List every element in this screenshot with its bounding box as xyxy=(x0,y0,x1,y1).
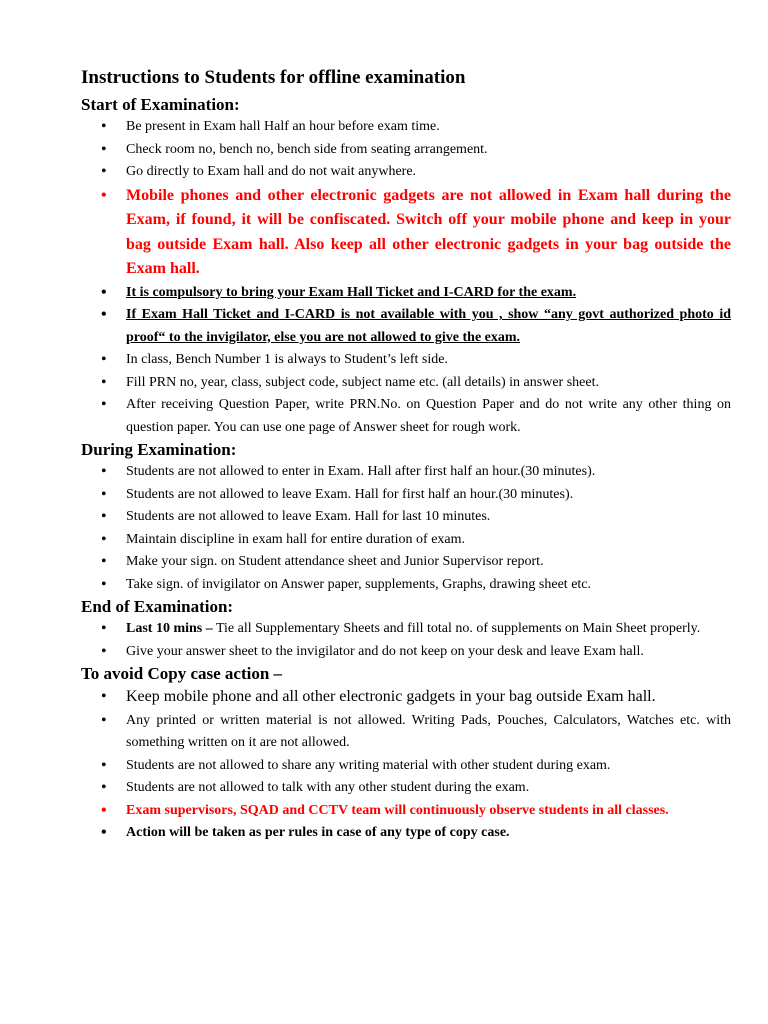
hall-ticket-item: • It is compulsory to bring your Exam Hall Ticket and I-CARD for the exam. xyxy=(81,282,731,305)
document-title: Instructions to Students for offline examination xyxy=(81,67,466,88)
list-item: • Go directly to Exam hall and do not wait anywhere. xyxy=(81,161,731,184)
end-instructions-list xyxy=(81,618,731,663)
list-item: • Students are not allowed to share any writing material with other student during exam. xyxy=(81,755,731,778)
mobile-warning-item: • Mobile phones and other electronic gadgets are not allowed in Exam hall during the Exam, if found, it will be confiscated. Switch off your mobile phone and keep in your bag outside Exam hall. Also keep all other electronic gadgets in your bag outside the Exam hall. xyxy=(81,184,731,282)
section-heading-end: End of Examination: xyxy=(81,597,234,616)
last-10-mins-lead: Last 10 mins – xyxy=(126,621,213,636)
id-proof-item: • If Exam Hall Ticket and I-CARD is not available with you , show “any govt authorized photo id proof“ to the invigilator, else you are not allowed to give the exam. xyxy=(81,304,731,349)
list-item: • Students are not allowed to enter in Exam. Hall after first half an hour.(30 minutes). xyxy=(81,461,731,484)
list-item: • After receiving Question Paper, write PRN.No. on Question Paper and do not write any other thing on question paper. You can use one page of Answer sheet for rough work. xyxy=(81,394,731,439)
list-item: • Last 10 mins – Tie all Supplementary Sheets and fill total no. of supplements on Main Sheet properly. xyxy=(81,618,731,641)
list-item: • Students are not allowed to leave Exam. Hall for first half an hour.(30 minutes). xyxy=(81,484,731,507)
copy-case-list xyxy=(81,685,731,845)
list-item: • Give your answer sheet to the invigilator and do not keep on your desk and leave Exam hall. xyxy=(81,641,731,664)
list-item: • Make your sign. on Student attendance sheet and Junior Supervisor report. xyxy=(81,551,731,574)
supervision-warning-item: • Exam supervisors, SQAD and CCTV team will continuously observe students in all classes. xyxy=(81,800,731,823)
list-item: • Check room no, bench no, bench side from seating arrangement. xyxy=(81,139,731,162)
document-page xyxy=(81,66,731,845)
list-item: • Fill PRN no, year, class, subject code, subject name etc. (all details) in answer sheet. xyxy=(81,372,731,395)
section-heading-copy-case: To avoid Copy case action – xyxy=(81,664,283,683)
list-item: • Students are not allowed to talk with any other student during the exam. xyxy=(81,777,731,800)
section-heading-during: During Examination: xyxy=(81,440,237,459)
start-instructions-list xyxy=(81,116,731,439)
list-item: • Students are not allowed to leave Exam. Hall for last 10 minutes. xyxy=(81,506,731,529)
action-warning-item: • Action will be taken as per rules in case of any type of copy case. xyxy=(81,822,731,845)
list-item: • Maintain discipline in exam hall for entire duration of exam. xyxy=(81,529,731,552)
section-heading-start: Start of Examination: xyxy=(81,95,240,114)
list-item: • In class, Bench Number 1 is always to Student’s left side. xyxy=(81,349,731,372)
list-item: • Keep mobile phone and all other electronic gadgets in your bag outside Exam hall. xyxy=(81,685,731,710)
during-instructions-list xyxy=(81,461,731,596)
list-item: • Take sign. of invigilator on Answer paper, supplements, Graphs, drawing sheet etc. xyxy=(81,574,731,597)
list-item: • Be present in Exam hall Half an hour before exam time. xyxy=(81,116,731,139)
list-item: • Any printed or written material is not allowed. Writing Pads, Pouches, Calculators, Watches etc. with something written on it are not allowed. xyxy=(81,710,731,755)
